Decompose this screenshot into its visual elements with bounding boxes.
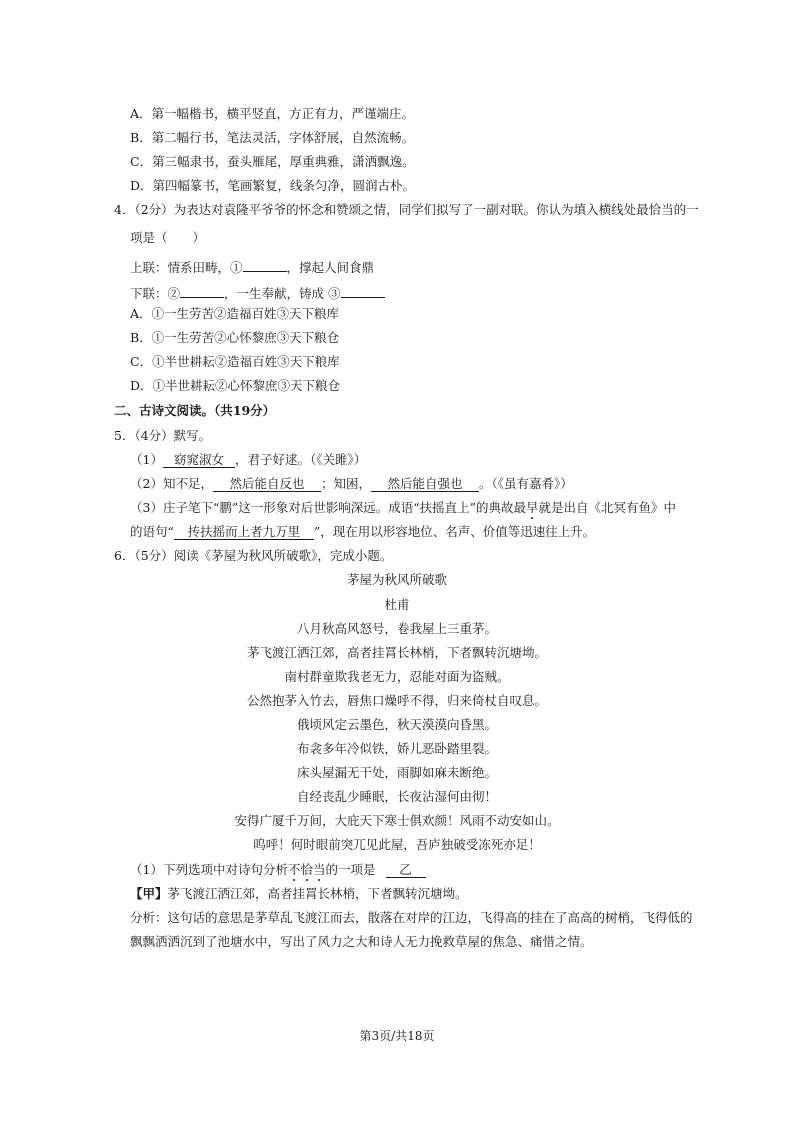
poem-line-8: 自经丧乱少睡眠，长夜沾湿何由彻！ [296, 789, 497, 804]
q4-option-d: D．①半世耕耘②心怀黎庶③天下粮仓 [130, 378, 341, 393]
q4-blank-3 [341, 284, 385, 298]
q5-item-3-line1 [130, 500, 676, 516]
poem-line-5: 俄顷风定云墨色，秋天漠漠向昏黑。 [296, 717, 497, 732]
q5-item-3-text-c: 的语句“ [130, 524, 174, 539]
q5-item-3-text-d: ”，现在用以形容地位、名声、价值等迅速往上升。 [313, 524, 596, 539]
q4-upper-couplet [130, 258, 374, 276]
q5-item-2-suffix: 。（《虽有嘉肴》） [478, 476, 573, 491]
q5-answer-4: 抟扶摇而上者九万里 [174, 524, 314, 540]
poem-line-9: 安得广厦千万间，大庇天下寒士俱欢颜！风雨不动安如山。 [234, 813, 560, 828]
q4-option-a: A．①一生劳苦②造福百姓③天下粮库 [130, 306, 340, 321]
poem-line-2: 茅飞渡江洒江郊，高者挂罥长林梢，下者飘转沉塘坳。 [246, 645, 547, 660]
emphasis-dot-char: 不 [287, 862, 301, 877]
q5-answer-2: 然后能自反也 [213, 476, 321, 492]
q3-option-b: B．第二幅行书，笔法灵活，字体舒展，自然流畅。 [130, 130, 415, 145]
poem-line-4: 公然抱茅入竹去，唇焦口燥呼不得，归来倚杖自叹息。 [246, 693, 547, 708]
emphasis-dot-zao: 早 [526, 500, 539, 515]
q6-sub1-answer: 乙 [386, 862, 426, 878]
emphasis-dot-char: 恰 [300, 862, 313, 877]
q5-title: 5．（4分）默写。 [114, 428, 212, 443]
q3-option-c: C．第三幅隶书，蚕头雁尾，厚重典雅，潇洒飘逸。 [130, 154, 415, 169]
page-number: 第3页/共18页 [359, 1029, 435, 1043]
q4-upper-text-a: 上联：情系田畴，① [130, 260, 243, 275]
analysis-line-2: 飘飘洒洒沉到了池塘水中，写出了风力之大和诗人无力挽救草屋的焦急、痛惜之情。 [130, 934, 593, 949]
analysis-line-1: 分析：这句话的意思是茅草乱飞渡江而去，散落在对岸的江边，飞得高的挂在了高高的树梢，飞得低的 [130, 910, 693, 925]
q5-item-2 [130, 476, 573, 492]
q5-item-3-text-b: 就是出自《北冥有鱼》中 [538, 500, 677, 515]
q5-item-1-suffix: ，君子好逑。（《关雎》） [234, 452, 367, 467]
q5-item-1-prefix: （1） [130, 452, 163, 467]
poem-title: 茅屋为秋风所破歌 [346, 572, 447, 587]
q3-option-d: D．第四幅篆书，笔画繁复，线条匀净，圆润古朴。 [130, 178, 416, 193]
q6-sub1-text-b: 的一项是 [325, 862, 376, 877]
q5-item-3-line2 [130, 524, 595, 540]
q4-lower-text-a: 下联：② [130, 286, 181, 301]
q6-jia-line [130, 886, 468, 902]
q5-item-2-mid: ；知困， [320, 476, 371, 491]
q3-option-a: A．第一幅楷书，横平竖直，方正有力，严谨端庄。 [130, 106, 415, 121]
emphasis-dots-bu-qia-dang [288, 862, 326, 877]
jia-label: 【甲】 [130, 886, 168, 901]
jia-text: 茅飞渡江洒江郊，高者挂罥长林梢，下者飘转沉塘坳。 [167, 886, 468, 901]
q4-blank-2 [180, 284, 224, 298]
emphasis-dot-char: 当 [313, 862, 326, 877]
poem-line-10: 呜呼！何时眼前突兀见此屋，吾庐独破受冻死亦足！ [253, 837, 541, 852]
poem-author: 杜甫 [384, 597, 410, 612]
q5-answer-3: 然后能自强也 [371, 476, 479, 492]
poem-line-7: 床头屋漏无干处，雨脚如麻未断绝。 [296, 765, 497, 780]
q6-sub1-text-a: （1）下列选项中对诗句分析 [130, 862, 288, 877]
q4-option-c: C．①半世耕耘②造福百姓③天下粮库 [130, 354, 340, 369]
section-2-heading: 二、古诗文阅读。（共19分） [114, 403, 276, 418]
poem-line-6: 布衾多年冷似铁，娇儿恶卧踏里裂。 [296, 741, 497, 756]
q5-item-1 [130, 452, 366, 468]
q6-title: 6．（5分）阅读《茅屋为秋风所破歌》，完成小题。 [114, 548, 393, 563]
q4-stem-line1: 4．（2分）为表达对袁隆平爷爷的怀念和赞颂之情，同学们拟写了一副对联。你认为填入横线处最恰当的一 [114, 202, 699, 217]
poem-line-3: 南村群童欺我老无力，忍能对面为盗贼。 [284, 669, 510, 684]
q4-blank-1 [243, 258, 287, 272]
q6-sub-question-1 [130, 862, 426, 878]
poem-line-1: 八月秋高风怒号，卷我屋上三重茅。 [296, 621, 497, 636]
q4-upper-text-b: ，撑起人间食鼎 [286, 260, 375, 275]
q4-lower-text-b: ，一生奉献，铸成 ③ [224, 286, 341, 301]
q5-answer-1: 窈窕淑女 [163, 452, 235, 468]
q4-option-b: B．①一生劳苦②心怀黎庶③天下粮仓 [130, 330, 340, 345]
q4-lower-couplet [130, 284, 385, 302]
q5-item-2-prefix: （2）知不足， [130, 476, 213, 491]
q4-stem-line2: 项是（ ） [130, 230, 206, 245]
q5-item-3-text-a: （3）庄子笔下“鹏”这一形象对后世影响深远。成语“扶摇直上”的典故最 [130, 500, 527, 515]
